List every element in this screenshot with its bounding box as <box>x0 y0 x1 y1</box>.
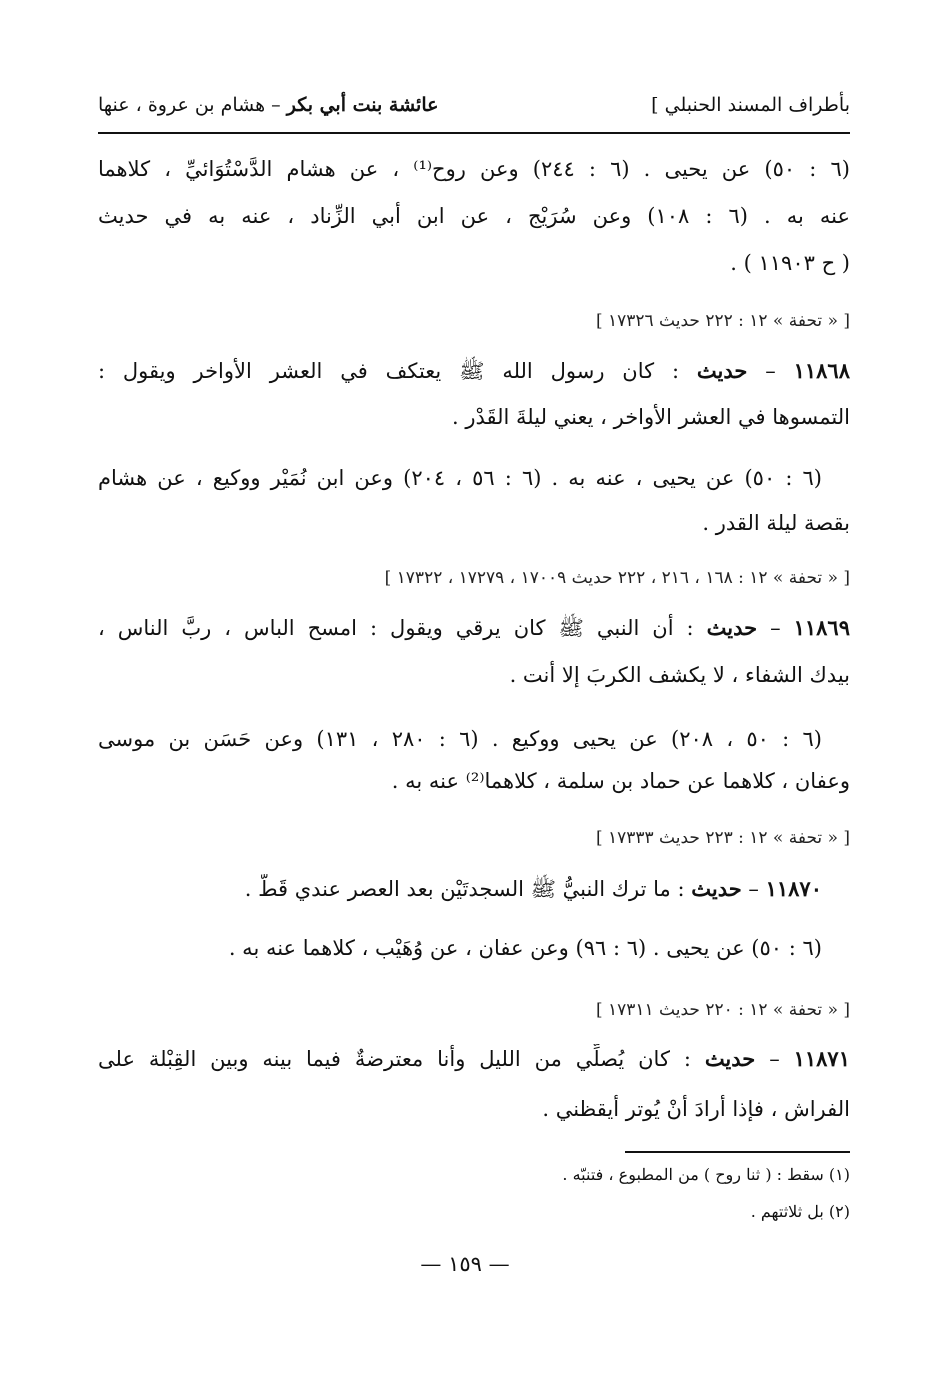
hadith-text: : كان يُصلِّي من الليل وأنا معترضةٌ فيما بينه وبين القِبْلة على <box>98 1047 705 1071</box>
text-line: بقصة ليلة القدر . <box>702 511 850 535</box>
hadith-label: حديث <box>696 358 748 383</box>
hadith-number: ١١٨٦٨ <box>793 358 850 383</box>
hadith-number: ١١٨٦٩ <box>793 615 850 640</box>
hadith-first-line: ١١٨٧١ – حديث : كان يُصلِّي من الليل وأنا معترضةٌ فيما بينه وبين القِبْلة على <box>98 1046 850 1071</box>
hadith-label: حديث <box>691 876 742 901</box>
hadith-label: حديث <box>704 1046 756 1071</box>
hadith-label: حديث <box>706 615 758 640</box>
page-number: — ١٥٩ — <box>420 1252 510 1276</box>
header-chain: – هشام بن عروة ، عنها <box>98 94 287 116</box>
hadith-first-line: ١١٨٦٨ – حديث : كان رسول الله ﷺ يعتكف في العشر الأواخر ويقول : <box>98 358 850 383</box>
header-section-title <box>98 94 438 116</box>
hadith-number: ١١٨٧٠ <box>765 876 822 901</box>
text-line: التمسوها في العشر الأواخر ، يعني ليلةَ القَدْر . <box>452 405 850 429</box>
header-narrator: عائشة بنت أبي بكر <box>286 94 439 116</box>
text-line: ( ح ١١٩٠٣ ) . <box>730 251 850 275</box>
footnote: (١) سقط : ( ثنا روح ) من المطبوع ، فتنبّه . <box>562 1165 850 1184</box>
footnote: (٢) بل ثلاثتهم . <box>750 1202 850 1221</box>
text-line: (٦ : ٥٠) عن يحيى . (٦ : ٩٦) وعن عفان ، عن وُهَيْب ، كلاهما عنه به . <box>228 936 822 960</box>
header-book-title: بأطراف المسند الحنبلي ] <box>651 94 850 116</box>
tuhfa-reference: [ « تحفة » ١٢ : ١٦٨ ، ٢١٦ ، ٢٢٢ حديث ١٧٠٠٩ ، ١٧٢٧٩ ، ١٧٣٢٢ ] <box>384 568 850 588</box>
text-line: الفراش ، فإذا أرادَ أنْ يُوتر أيقظني . <box>542 1097 850 1121</box>
running-header <box>98 88 850 134</box>
hadith-text: : كان رسول الله ﷺ يعتكف في العشر الأواخر ويقول : <box>98 359 697 383</box>
hadith-first-line: ١١٨٦٩ – حديث : أن النبي ﷺ كان يرقي ويقول : امسح الباس ، ربَّ الناس ، <box>98 615 850 640</box>
hadith-text: : أن النبي ﷺ كان يرقي ويقول : امسح الباس ، ربَّ الناس ، <box>98 616 707 640</box>
footnote-divider <box>625 1151 850 1153</box>
text-line: عنه به . (٦ : ١٠٨) وعن سُرَيْج ، عن ابن أبي الزِّناد ، عنه به في حديث <box>98 204 850 228</box>
text-line: بيدك الشفاء ، لا يكشف الكربَ إلا أنت . <box>509 663 850 687</box>
tuhfa-reference: [ « تحفة » ١٢ : ٢٢٢ حديث ١٧٣٢٦ ] <box>595 311 850 331</box>
hadith-text: : ما ترك النبيُّ ﷺ السجدتَيْن بعد العصر عندي قَطُّ . <box>244 877 692 901</box>
text-line: (٦ : ٥٠) عن يحيى . (٦ : ٢٤٤) وعن روح⁽¹⁾ ، عن هشام الدَّسْتُوَائيِّ ، كلاهما <box>98 157 850 181</box>
text-line: وعفان ، كلاهما عن حماد بن سلمة ، كلاهما⁽²⁾ عنه به . <box>391 769 850 793</box>
hadith-number: ١١٨٧١ <box>793 1046 850 1071</box>
text-line: (٦ : ٥٠) عن يحيى ، عنه به . (٦ : ٥٦ ، ٢٠٤) وعن ابن نُمَيْر ووكيع ، عن هشام <box>98 466 822 490</box>
tuhfa-reference: [ « تحفة » ١٢ : ٢٢٠ حديث ١٧٣١١ ] <box>595 1000 850 1020</box>
tuhfa-reference: [ « تحفة » ١٢ : ٢٢٣ حديث ١٧٣٣٣ ] <box>595 828 850 848</box>
hadith-first-line: ١١٨٧٠ – حديث : ما ترك النبيُّ ﷺ السجدتَيْن بعد العصر عندي قَطُّ . <box>244 876 822 901</box>
text-line: (٦ : ٥٠ ، ٢٠٨) عن يحيى ووكيع . (٦ : ٢٨٠ ، ١٣١) وعن حَسَن بن موسى <box>98 727 822 751</box>
